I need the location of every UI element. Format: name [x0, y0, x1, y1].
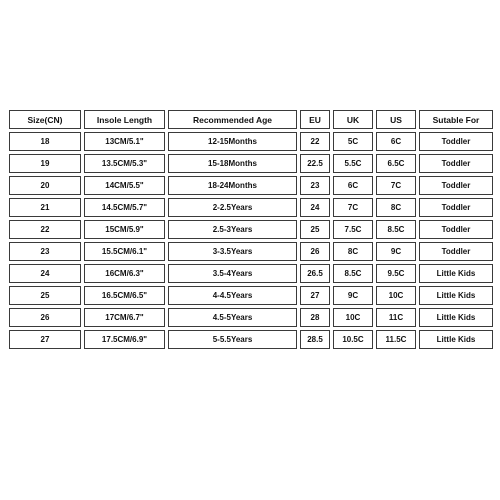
cell-size-cn: 19	[9, 154, 81, 173]
cell-recommended-age: 5-5.5Years	[168, 330, 297, 349]
cell-size-cn: 20	[9, 176, 81, 195]
cell-insole-length: 16CM/6.3"	[84, 264, 165, 283]
cell-insole-length: 17.5CM/6.9"	[84, 330, 165, 349]
cell-suitable-for: Toddler	[419, 154, 493, 173]
cell-eu: 23	[300, 176, 330, 195]
cell-recommended-age: 18-24Months	[168, 176, 297, 195]
cell-recommended-age: 15-18Months	[168, 154, 297, 173]
cell-size-cn: 23	[9, 242, 81, 261]
table-row	[9, 286, 493, 305]
cell-uk: 5.5C	[333, 154, 373, 173]
cell-us: 9.5C	[376, 264, 416, 283]
cell-size-cn: 18	[9, 132, 81, 151]
cell-us: 7C	[376, 176, 416, 195]
table-row	[9, 308, 493, 327]
table-row	[9, 330, 493, 349]
table-row	[9, 220, 493, 239]
cell-insole-length: 14.5CM/5.7"	[84, 198, 165, 217]
table-row	[9, 242, 493, 261]
cell-us: 8C	[376, 198, 416, 217]
cell-eu: 25	[300, 220, 330, 239]
cell-recommended-age: 4-4.5Years	[168, 286, 297, 305]
cell-eu: 28.5	[300, 330, 330, 349]
cell-eu: 24	[300, 198, 330, 217]
cell-recommended-age: 3-3.5Years	[168, 242, 297, 261]
cell-suitable-for: Toddler	[419, 132, 493, 151]
cell-recommended-age: 2.5-3Years	[168, 220, 297, 239]
table-row	[9, 154, 493, 173]
header-uk: UK	[333, 110, 373, 129]
cell-uk: 9C	[333, 286, 373, 305]
header-size-cn: Size(CN)	[9, 110, 81, 129]
cell-recommended-age: 12-15Months	[168, 132, 297, 151]
cell-suitable-for: Little Kids	[419, 286, 493, 305]
cell-us: 6C	[376, 132, 416, 151]
cell-uk: 8.5C	[333, 264, 373, 283]
header-us: US	[376, 110, 416, 129]
cell-eu: 22.5	[300, 154, 330, 173]
table-row	[9, 198, 493, 217]
cell-us: 6.5C	[376, 154, 416, 173]
header-recommended-age: Recommended Age	[168, 110, 297, 129]
cell-insole-length: 13.5CM/5.3"	[84, 154, 165, 173]
cell-uk: 10C	[333, 308, 373, 327]
cell-eu: 22	[300, 132, 330, 151]
cell-recommended-age: 3.5-4Years	[168, 264, 297, 283]
cell-insole-length: 16.5CM/6.5"	[84, 286, 165, 305]
cell-suitable-for: Toddler	[419, 176, 493, 195]
cell-recommended-age: 2-2.5Years	[168, 198, 297, 217]
cell-uk: 10.5C	[333, 330, 373, 349]
cell-size-cn: 25	[9, 286, 81, 305]
table-header-row	[9, 110, 493, 129]
table-row	[9, 176, 493, 195]
cell-suitable-for: Toddler	[419, 220, 493, 239]
cell-us: 8.5C	[376, 220, 416, 239]
cell-size-cn: 24	[9, 264, 81, 283]
cell-suitable-for: Little Kids	[419, 330, 493, 349]
cell-uk: 8C	[333, 242, 373, 261]
cell-us: 9C	[376, 242, 416, 261]
cell-size-cn: 22	[9, 220, 81, 239]
header-eu: EU	[300, 110, 330, 129]
size-chart-table	[6, 107, 496, 352]
cell-insole-length: 14CM/5.5"	[84, 176, 165, 195]
cell-insole-length: 15CM/5.9"	[84, 220, 165, 239]
cell-uk: 7C	[333, 198, 373, 217]
cell-uk: 5C	[333, 132, 373, 151]
cell-size-cn: 21	[9, 198, 81, 217]
cell-uk: 7.5C	[333, 220, 373, 239]
header-insole-length: Insole Length	[84, 110, 165, 129]
cell-recommended-age: 4.5-5Years	[168, 308, 297, 327]
cell-insole-length: 17CM/6.7"	[84, 308, 165, 327]
cell-us: 10C	[376, 286, 416, 305]
cell-size-cn: 26	[9, 308, 81, 327]
cell-uk: 6C	[333, 176, 373, 195]
cell-eu: 28	[300, 308, 330, 327]
table-row	[9, 264, 493, 283]
table-row	[9, 132, 493, 151]
cell-us: 11.5C	[376, 330, 416, 349]
cell-suitable-for: Toddler	[419, 198, 493, 217]
cell-size-cn: 27	[9, 330, 81, 349]
cell-insole-length: 15.5CM/6.1"	[84, 242, 165, 261]
cell-insole-length: 13CM/5.1"	[84, 132, 165, 151]
cell-us: 11C	[376, 308, 416, 327]
cell-eu: 26	[300, 242, 330, 261]
cell-suitable-for: Little Kids	[419, 308, 493, 327]
cell-eu: 26.5	[300, 264, 330, 283]
cell-eu: 27	[300, 286, 330, 305]
cell-suitable-for: Little Kids	[419, 264, 493, 283]
header-suitable-for: Sutable For	[419, 110, 493, 129]
cell-suitable-for: Toddler	[419, 242, 493, 261]
